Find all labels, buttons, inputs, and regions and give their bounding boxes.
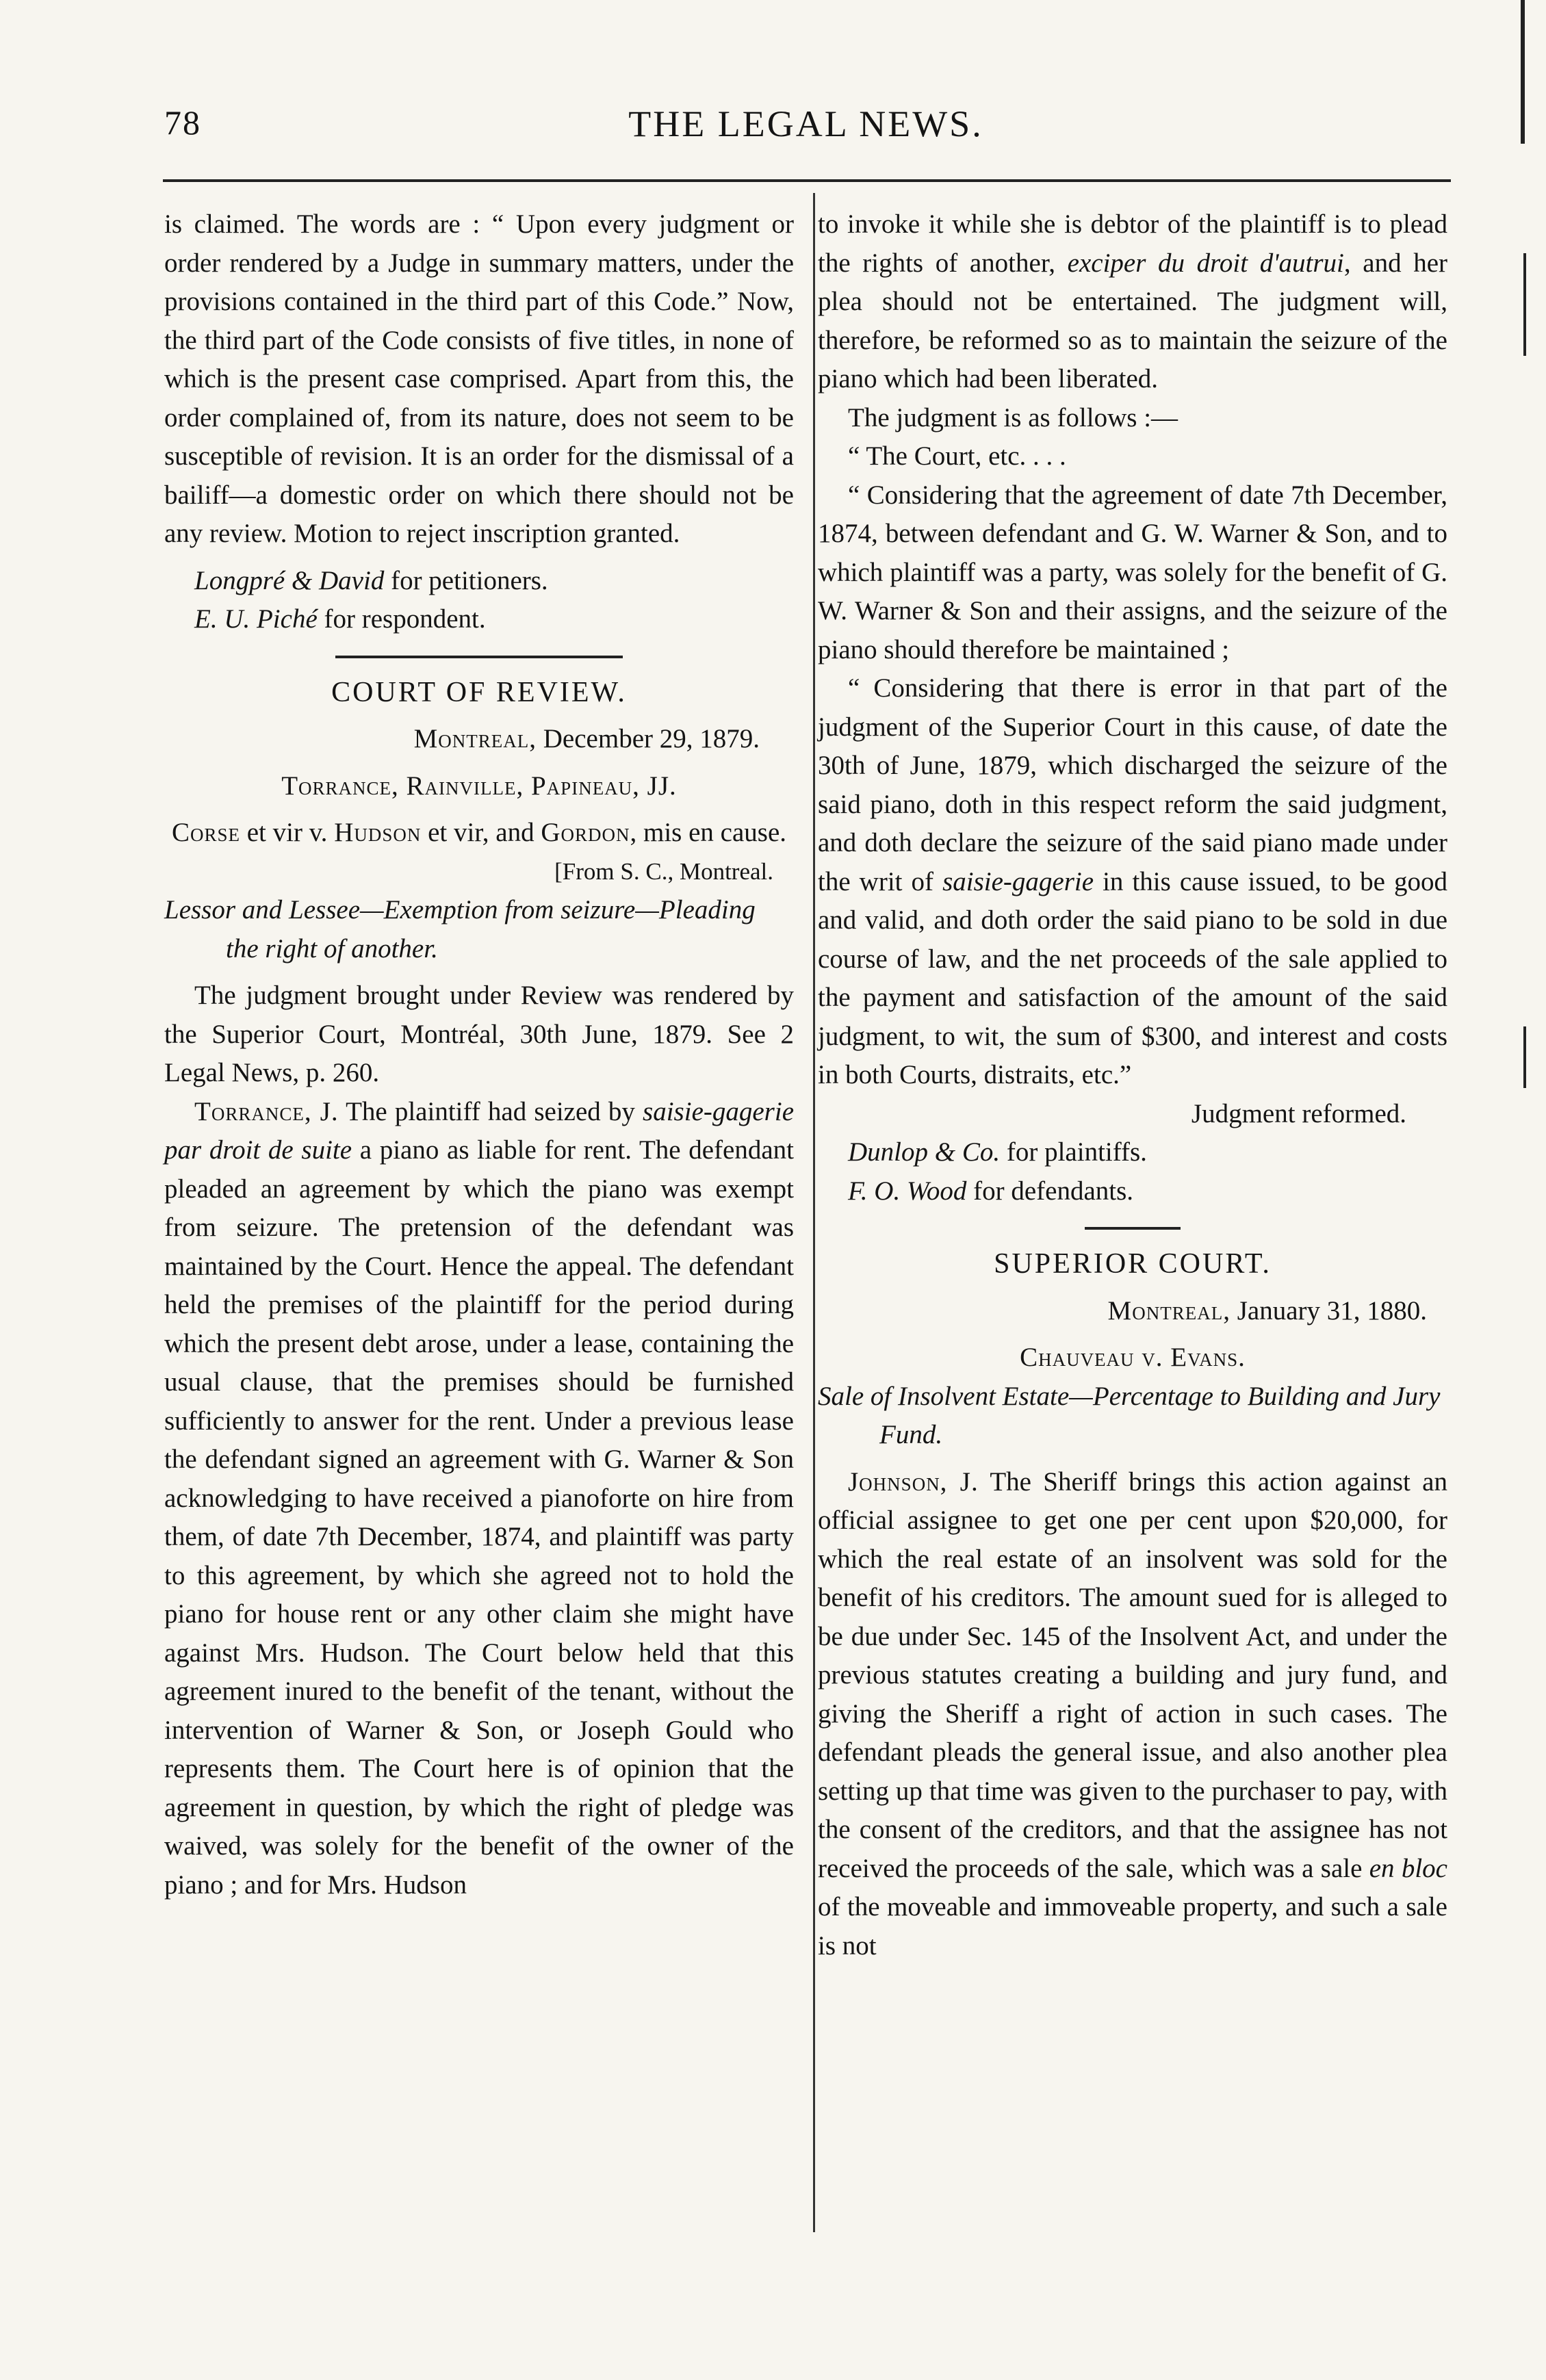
counsel-defendants-suffix: for defendants. <box>966 1176 1134 1206</box>
opinion-italic: saisie-gagerie par droit de suite <box>164 1096 795 1165</box>
considering-2-text-a: “ Considering that there is error in that part of the judgment of the Superior Court in this cause, of date the 30th of June, 1879, which discharged the seizure of the said piano, doth in this respect reform the said judgment, and doth declare the seizure of the said piano made under the writ of <box>818 673 1447 896</box>
place: Montreal, <box>1107 1295 1231 1325</box>
review-paragraph: The judgment brought under Review was rendered by the Superior Court, Montréal, 30th June, 1879. See 2 Legal News, p. 260. <box>164 981 794 1087</box>
opinion-text-a: The plaintiff had seized by <box>338 1096 643 1126</box>
scan-edge-mark <box>1521 0 1525 144</box>
counsel-defendants-names: F. O. Wood <box>848 1176 967 1206</box>
counsel-petitioners-names: Longpré & David <box>194 565 385 595</box>
party-plaintiff: Corse <box>171 818 240 847</box>
page-header <box>164 103 1447 157</box>
header-rule <box>163 179 1451 182</box>
opinion-text-a: The Sheriff brings this action against an official assignee to get one per cent upon $20,000, for which the real estate of an insolvent was sold for the benefit of his creditors. The amount sued for is alleged to be due under Sec. 145 of the Insolvent Act, and under the previous statutes creating a building and jury fund, and giving the Sheriff a right of action in such cases. The defendant pleads the general issue, and also another plea setting up that time was given to the purchaser to pay, with the consent of the creditors, and that the assignee has not received the proceeds of the sale, which was a sale <box>818 1466 1447 1883</box>
right-column <box>818 205 1447 1965</box>
counsel-defendants <box>818 1172 1447 1211</box>
judgment-intro: The judgment is as follows :— <box>848 402 1178 432</box>
date: January 31, 1880. <box>1230 1295 1427 1325</box>
superior-court-heading: SUPERIOR COURT. <box>994 1248 1272 1280</box>
left-column <box>164 205 794 1904</box>
opinion-text-b: a piano as liable for rent. The defendant pleaded an agreement by which the piano was exempt from seizure. The pretension of the defendant was maintained by the Court. Hence the appeal. The defendant held the premises of the plaintiff for the period during which the present debt arose, under a lease, containing the usual clause, that the premises should be furnished sufficiently to answer for the rent. Under a previous lease the defendant signed an agreement with G. Warner & Son acknowledging to have received a pianoforte on hire from them, of date 7th December, 1874, and plaintiff was party to this agreement, by which she agreed not to hold the piano for house rent or any other claim she might have against Mrs. Hudson. The Court below held that this agreement inured to the benefit of the tenant, without the intervention of Warner & Son, or Joseph Gould who represents them. The Court here is of opinion that the agreement in question, by which the right of pledge was waived, was solely for the benefit of the owner of the piano ; and for Mrs. Hudson <box>164 1135 795 1900</box>
place: Montreal, <box>413 724 537 753</box>
page-number: 78 <box>164 103 201 142</box>
court-of-review-heading: COURT OF REVIEW. <box>331 676 627 708</box>
opinion-italic: en bloc <box>1369 1853 1447 1883</box>
counsel-petitioners-suffix: for petitioners. <box>384 565 548 595</box>
opinion-text-b: of the moveable and immoveable property, and such a sale is not <box>818 1892 1447 1961</box>
considering-2-text-b: in this cause issued, to be good and valid, and doth order the said piano to be sold in due course of law, and the net proceeds of the sale applied to the payment and satisfaction of the amount of the said judgment, to wit, the sum of $300, and interest and costs in both Courts, distraits, etc.” <box>818 866 1447 1089</box>
bench: Torrance, Rainville, Papineau, JJ. <box>281 771 677 801</box>
continuation-paragraph <box>818 205 1447 399</box>
date: December 29, 1879. <box>537 724 760 753</box>
party-et-vir-v: et vir v. <box>240 818 335 847</box>
parties: Chauveau v. Evans. <box>1020 1343 1246 1372</box>
counsel-respondent-suffix: for respondent. <box>317 604 486 634</box>
counsel-plaintiffs <box>818 1133 1447 1172</box>
judge-name: Johnson, J. <box>848 1466 979 1497</box>
opening-paragraph: is claimed. The words are : “ Upon every judgment or order rendered by a Judge in summary matters, under the provisions contained in the third part of this Code.” Now, the third part of the Code consists of five titles, in none of which is the present case comprised. Apart from this, the order complained of, from its nature, does not seem to be susceptible of revision. It is an order for the dismissal of a bailiff—a domestic order on which there should not be any review. Motion to reject inscription granted. <box>164 209 794 548</box>
running-title: THE LEGAL NEWS. <box>628 103 983 144</box>
continuation-text-b: , and her plea should not be entertained. The judgment will, therefore, be reformed so as to maintain the seizure of the piano which had been liberated. <box>818 248 1448 393</box>
party-defendant: Hudson <box>334 818 422 847</box>
place-date <box>818 1292 1447 1331</box>
considering-2 <box>818 669 1447 1095</box>
counsel-plaintiffs-suffix: for plaintiffs. <box>1000 1137 1147 1167</box>
counsel-petitioners <box>164 562 794 601</box>
considering-2-italic: saisie-gagerie <box>942 866 1094 896</box>
continuation-italic: exciper du droit d'autrui <box>1067 248 1344 278</box>
headnote-subject-text: Lessor and Lessee—Exemption from seizure—Pleading the right of another. <box>164 895 756 963</box>
column-divider <box>813 193 815 2232</box>
counsel-respondent <box>164 600 794 639</box>
place-date <box>164 720 794 759</box>
opinion-paragraph <box>164 1093 794 1905</box>
counsel-respondent-names: E. U. Piché <box>194 604 318 634</box>
continuation-text-a: to invoke it while she is debtor of the plaintiff is to plead the rights of another, <box>818 209 1447 278</box>
headnote-subject <box>164 891 794 968</box>
headnote-subject-text: Sale of Insolvent Estate—Percentage to Building and Jury Fund. <box>818 1381 1441 1449</box>
counsel-plaintiffs-names: Dunlop & Co. <box>848 1137 1001 1167</box>
judgment-reformed: Judgment reformed. <box>1191 1098 1406 1128</box>
scan-edge-mark <box>1523 1026 1526 1088</box>
considering-1: “ Considering that the agreement of date 7th December, 1874, between defendant and G. W. Warner & Son, and to which plaintiff was a party, was solely for the benefit of G. W. Warner & Son and their assigns, and the seizure of the piano should therefore be maintained ; <box>818 480 1447 664</box>
parties <box>164 814 794 853</box>
opinion-paragraph <box>818 1463 1447 1966</box>
section-rule <box>335 656 623 658</box>
party-et-vir-and: et vir, and <box>421 818 541 847</box>
scan-edge-mark <box>1523 253 1526 356</box>
headnote-subject <box>818 1377 1447 1455</box>
section-rule <box>1085 1227 1181 1230</box>
judge-name: Torrance, J. <box>194 1096 339 1126</box>
court-etc: “ The Court, etc. . . . <box>848 441 1066 471</box>
party-mis-en-cause: Gordon <box>541 818 630 847</box>
party-tail: , mis en cause. <box>630 818 787 847</box>
source-note: [From S. C., Montreal. <box>554 857 773 885</box>
